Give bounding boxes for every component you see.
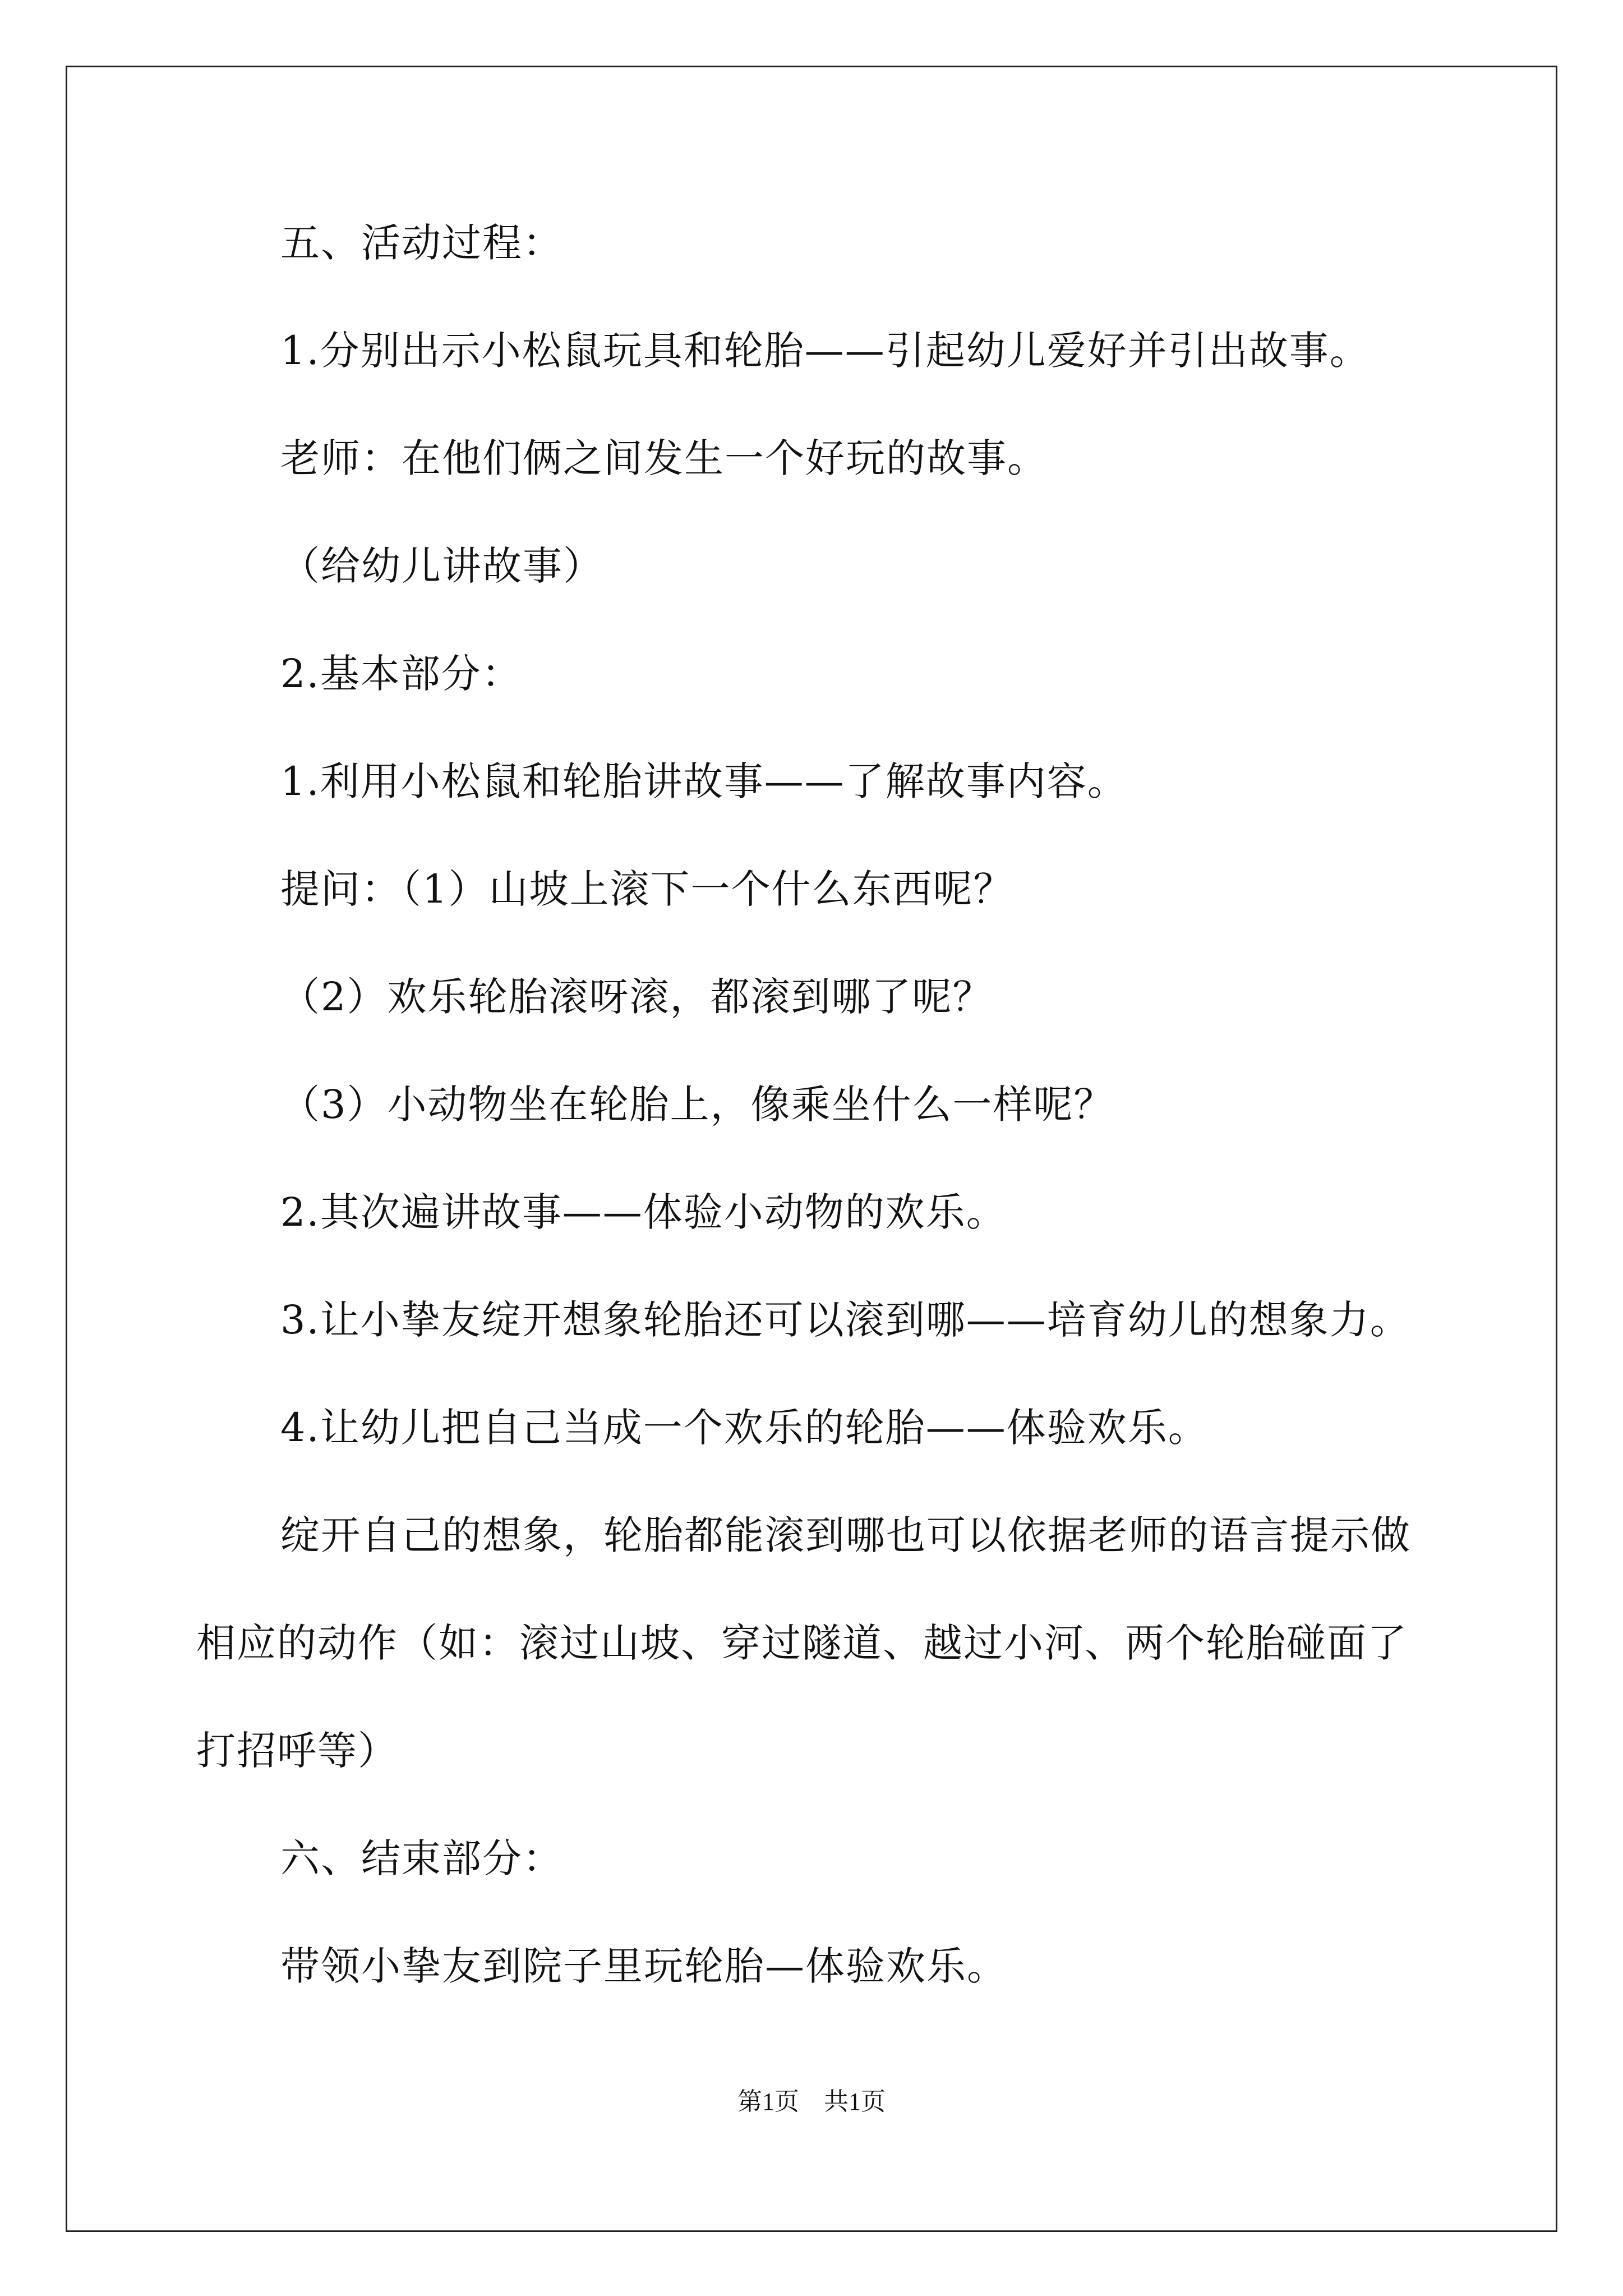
paragraph-imagination-actions <box>196 1508 1447 1778</box>
paragraph-line: 相应的动作（如：滚过山坡、穿过隧道、越过小河、两个轮胎碰面了 <box>196 1620 1408 1666</box>
paragraph-question-2: （2）欢乐轮胎滚呀滚，都滚到哪了呢？ <box>280 974 993 1020</box>
paragraph-be-a-tire: 4.让幼儿把自己当成一个欢乐的轮胎——体验欢乐。 <box>280 1405 1209 1451</box>
paragraph-use-props: 1.利用小松鼠和轮胎讲故事——了解故事内容。 <box>280 758 1128 804</box>
paragraph-tell-story: （给幼儿讲故事） <box>280 543 603 589</box>
section-heading-ending: 六、结束部分： <box>280 1835 563 1881</box>
paragraph-line: 绽开自己的想象，轮胎都能滚到哪也可以依据老师的语言提示做 <box>280 1512 1411 1558</box>
paragraph-basic-part: 2.基本部分： <box>280 651 522 697</box>
page-footer: 第1页 共1页 <box>737 2088 886 2115</box>
paragraph-line: 打招呼等） <box>196 1728 398 1774</box>
paragraph-play-outside: 带领小挚友到院子里玩轮胎—体验欢乐。 <box>280 1943 1007 1989</box>
paragraph-teacher-line: 老师：在他们俩之间发生一个好玩的故事。 <box>280 435 1048 481</box>
paragraph-second-telling: 2.其次遍讲故事——体验小动物的欢乐。 <box>280 1189 1007 1235</box>
section-heading-activity-process: 五、活动过程： <box>280 220 563 266</box>
paragraph-question-1: 提问：（1）山坡上滚下一个什么东西呢？ <box>280 866 1014 912</box>
paragraph-step-1: 1.分别出示小松鼠玩具和轮胎——引起幼儿爱好并引出故事。 <box>280 328 1370 374</box>
paragraph-imagination: 3.让小挚友绽开想象轮胎还可以滚到哪——培育幼儿的想象力。 <box>280 1297 1410 1343</box>
document-body <box>196 216 1447 2047</box>
paragraph-question-3: （3）小动物坐在轮胎上，像乘坐什么一样呢？ <box>280 1082 1114 1128</box>
